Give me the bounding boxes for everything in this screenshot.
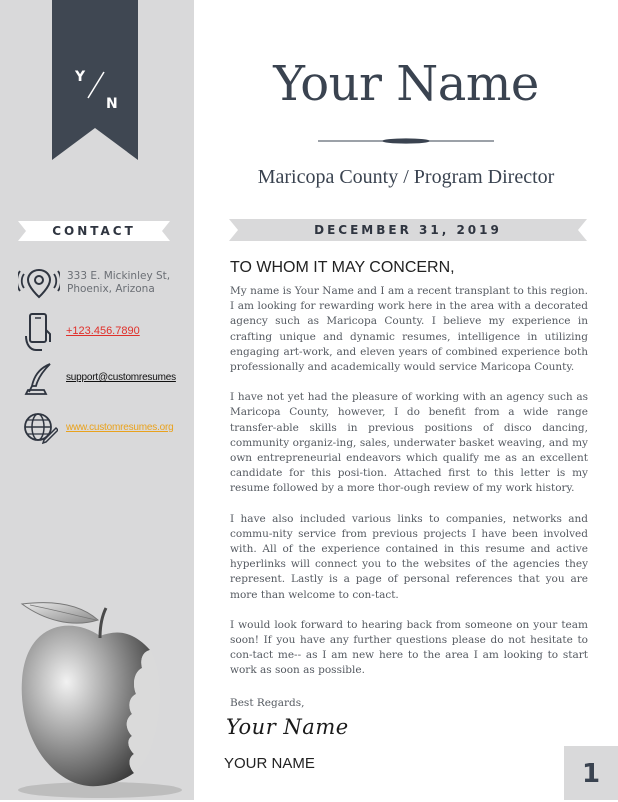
website-link[interactable]: www.customresumes.org bbox=[66, 422, 174, 433]
letter-date: DECEMBER 31, 2019 bbox=[314, 223, 502, 237]
smartphone-icon bbox=[24, 312, 54, 352]
contact-heading: CONTACT bbox=[52, 224, 136, 238]
title-divider bbox=[318, 136, 494, 146]
letter-body bbox=[230, 284, 588, 694]
location-pin-icon bbox=[18, 266, 60, 302]
address bbox=[67, 270, 170, 296]
closing: Best Regards, bbox=[230, 697, 305, 709]
address-line1: 333 E. Mickinley St, bbox=[67, 270, 171, 282]
email-link[interactable]: support@customresumes bbox=[66, 372, 176, 383]
address-line2: Phoenix, Arizona bbox=[67, 283, 155, 295]
paragraph: I would look forward to hearing back from someone on your team soon! If you have any further questions please do not hesitate to con-tact me-- as I am new here to the area I am looking to start work as soon as possible. bbox=[230, 618, 588, 677]
printed-name: YOUR NAME bbox=[224, 755, 315, 772]
salutation: TO WHOM IT MAY CONCERN, bbox=[230, 259, 455, 276]
apple-icon bbox=[0, 590, 194, 800]
quill-pen-icon bbox=[24, 362, 56, 398]
monogram-last-initial: N bbox=[106, 96, 118, 112]
paragraph: I have also included various links to companies, networks and commu-nity service from previous projects I have been involved with. All of the experience contained in this resume and active hyperlinks will connect you to the websites of the agencies they represent. Lastly is a page of personal references that you are more than welcome to con-tact. bbox=[230, 512, 588, 601]
signature: Your Name bbox=[226, 715, 349, 739]
page-title: Your Name bbox=[273, 56, 539, 112]
globe-pencil-icon bbox=[22, 410, 58, 444]
subtitle: Maricopa County / Program Director bbox=[257, 166, 555, 188]
monogram-first-initial: Y bbox=[75, 69, 86, 85]
phone-link[interactable]: +123.456.7890 bbox=[66, 325, 140, 337]
paragraph: I have not yet had the pleasure of working with an agency such as Maricopa County, however, I do benefit from a wide range transfer-able skills in previous positions of disco dancing, community organiz-ing, sales, underwater basket weaving, and my own entrepreneurial endeavors which qualify me as an excellent candidate for this posi-tion. Attached first to this letter is my resume followed by a more thor-ough review of my work history. bbox=[230, 391, 588, 495]
paragraph: My name is Your Name and I am a recent transplant to this region. I am looking for rewarding work here in the area with a decorated agency such as Maricopa County. I believe my experience in crafting unique and dynamic resumes, intelligence in utilizing engaging art-work, and eleven years of combined experience both professionally and academically would service Maricopa County. bbox=[230, 285, 588, 374]
page-number: 1 bbox=[581, 759, 601, 789]
monogram-banner bbox=[52, 0, 138, 160]
